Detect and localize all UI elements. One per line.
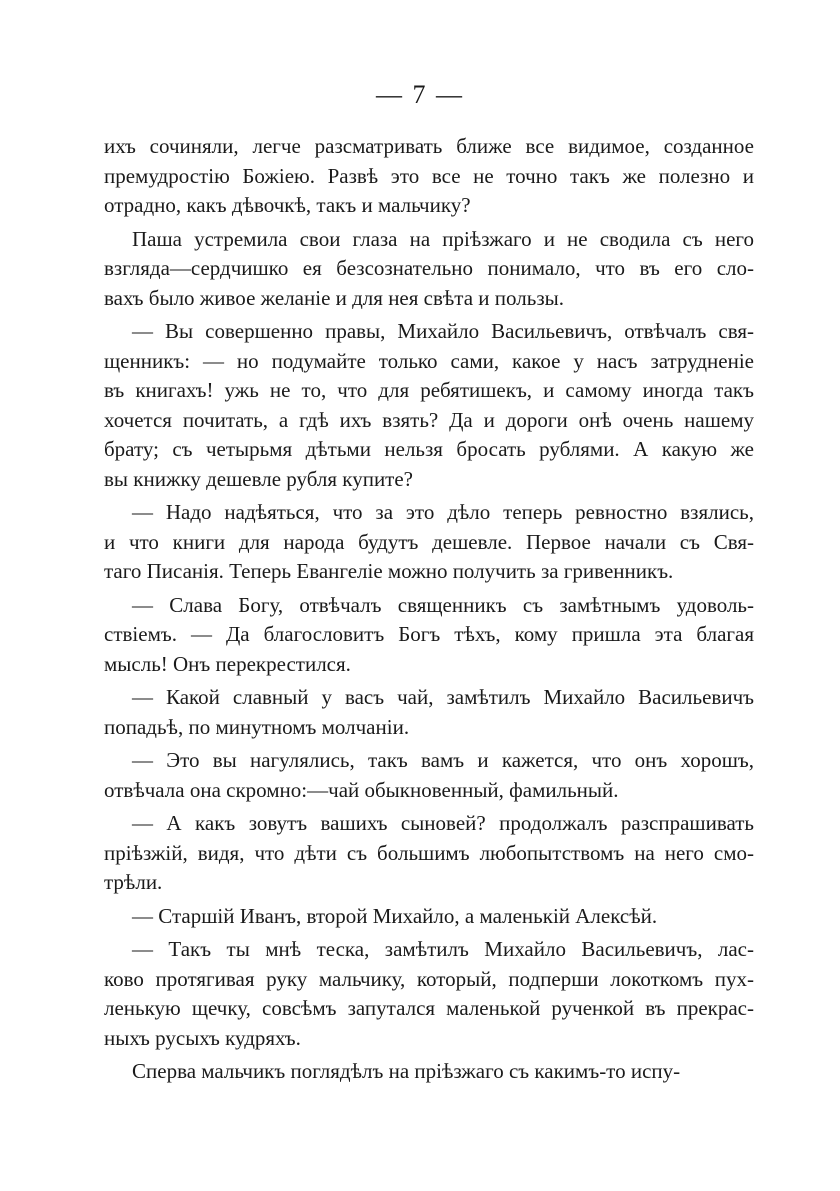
page-number: — 7 — bbox=[376, 80, 464, 109]
text-line: попадьѣ, по минутномъ молчаніи. bbox=[104, 714, 410, 739]
text-line: отвѣчала она скромно:—чай обыкновенный, фамильный. bbox=[104, 777, 619, 802]
text-line: ихъ сочиняли, легче разсматривать ближе все видимое, созданное bbox=[104, 134, 754, 158]
text-line: мысль! Онъ перекрестился. bbox=[104, 651, 351, 676]
text-line: — А какъ зовутъ вашихъ сыновей? продолжалъ разспрашивать bbox=[132, 811, 754, 835]
body-text bbox=[104, 132, 754, 1087]
text-line: — Старшій Иванъ, второй Михайло, а маленькій Алексѣй. bbox=[132, 903, 658, 928]
paragraph bbox=[104, 683, 754, 742]
text-line: вахъ было живое желаніе и для нея свѣта и пользы. bbox=[104, 285, 564, 310]
text-line: ленькую щечку, совсѣмъ запутался маленькой рученкой въ прекрас- bbox=[104, 996, 754, 1020]
text-line: ствіемъ. — Да благословитъ Богъ тѣхъ, кому пришла эта благая bbox=[104, 622, 754, 646]
text-line: — Слава Богу, отвѣчалъ священникъ съ замѣтнымъ удоволь- bbox=[132, 592, 754, 617]
text-line: Паша устремила свои глаза на пріѣзжаго и не сводила съ него bbox=[132, 226, 754, 251]
text-line: отрадно, какъ дѣвочкѣ, такъ и мальчику? bbox=[104, 193, 471, 217]
text-line: ныхъ русыхъ кудряхъ. bbox=[104, 1025, 301, 1050]
paragraph bbox=[104, 132, 754, 221]
text-line: премудростію Божіею. Развѣ это все не точно такъ же полезно и bbox=[104, 163, 754, 188]
paragraph bbox=[104, 902, 754, 932]
text-line: — Вы совершенно правы, Михайло Васильевичъ, отвѣчалъ свя- bbox=[132, 319, 754, 343]
text-line: взгляда—сердчишко ея безсознательно понимало, что въ его сло- bbox=[104, 256, 754, 280]
text-line: вы книжку дешевле рубля купите? bbox=[104, 466, 414, 491]
paragraph bbox=[104, 746, 754, 805]
paragraph bbox=[104, 591, 754, 680]
paragraph bbox=[104, 225, 754, 314]
text-line: ково протягивая руку мальчику, который, подперши локоткомъ пух- bbox=[104, 966, 754, 991]
paragraph bbox=[104, 1057, 754, 1087]
text-line: и что книги для народа будутъ дешевле. Первое начали съ Свя- bbox=[104, 529, 754, 554]
text-line: — Такъ ты мнѣ теска, замѣтилъ Михайло Васильевичъ, лас- bbox=[132, 937, 754, 961]
text-line: пріѣзжій, видя, что дѣти съ большимъ любопытствомъ на него смо- bbox=[104, 840, 754, 865]
text-line: — Надо надѣяться, что за это дѣло теперь ревностно взялись, bbox=[132, 500, 754, 524]
text-line: — Какой славный у васъ чай, замѣтилъ Михайло Васильевичъ bbox=[132, 685, 754, 709]
text-line: трѣли. bbox=[104, 870, 163, 894]
text-line: таго Писанія. Теперь Евангеліе можно получить за гривенникъ. bbox=[104, 559, 674, 583]
text-line: Сперва мальчикъ поглядѣлъ на пріѣзжаго съ какимъ-то испу- bbox=[132, 1059, 681, 1083]
text-line: брату; съ четырьмя дѣтьми нельзя бросать рублями. А какую же bbox=[104, 437, 754, 461]
paragraph bbox=[104, 317, 754, 494]
text-line: хочется почитать, а гдѣ ихъ взять? Да и дороги онѣ очень нашему bbox=[104, 407, 754, 432]
paragraph bbox=[104, 809, 754, 898]
text-line: въ книгахъ! ужь не то, что для ребятишекъ, и самому иногда такъ bbox=[104, 378, 754, 402]
paragraph bbox=[104, 935, 754, 1053]
paragraph bbox=[104, 498, 754, 587]
text-line: щенникъ: — но подумайте только сами, какое у насъ затрудненіе bbox=[104, 348, 754, 373]
text-line: — Это вы нагулялись, такъ вамъ и кажется, что онъ хорошъ, bbox=[132, 748, 754, 772]
